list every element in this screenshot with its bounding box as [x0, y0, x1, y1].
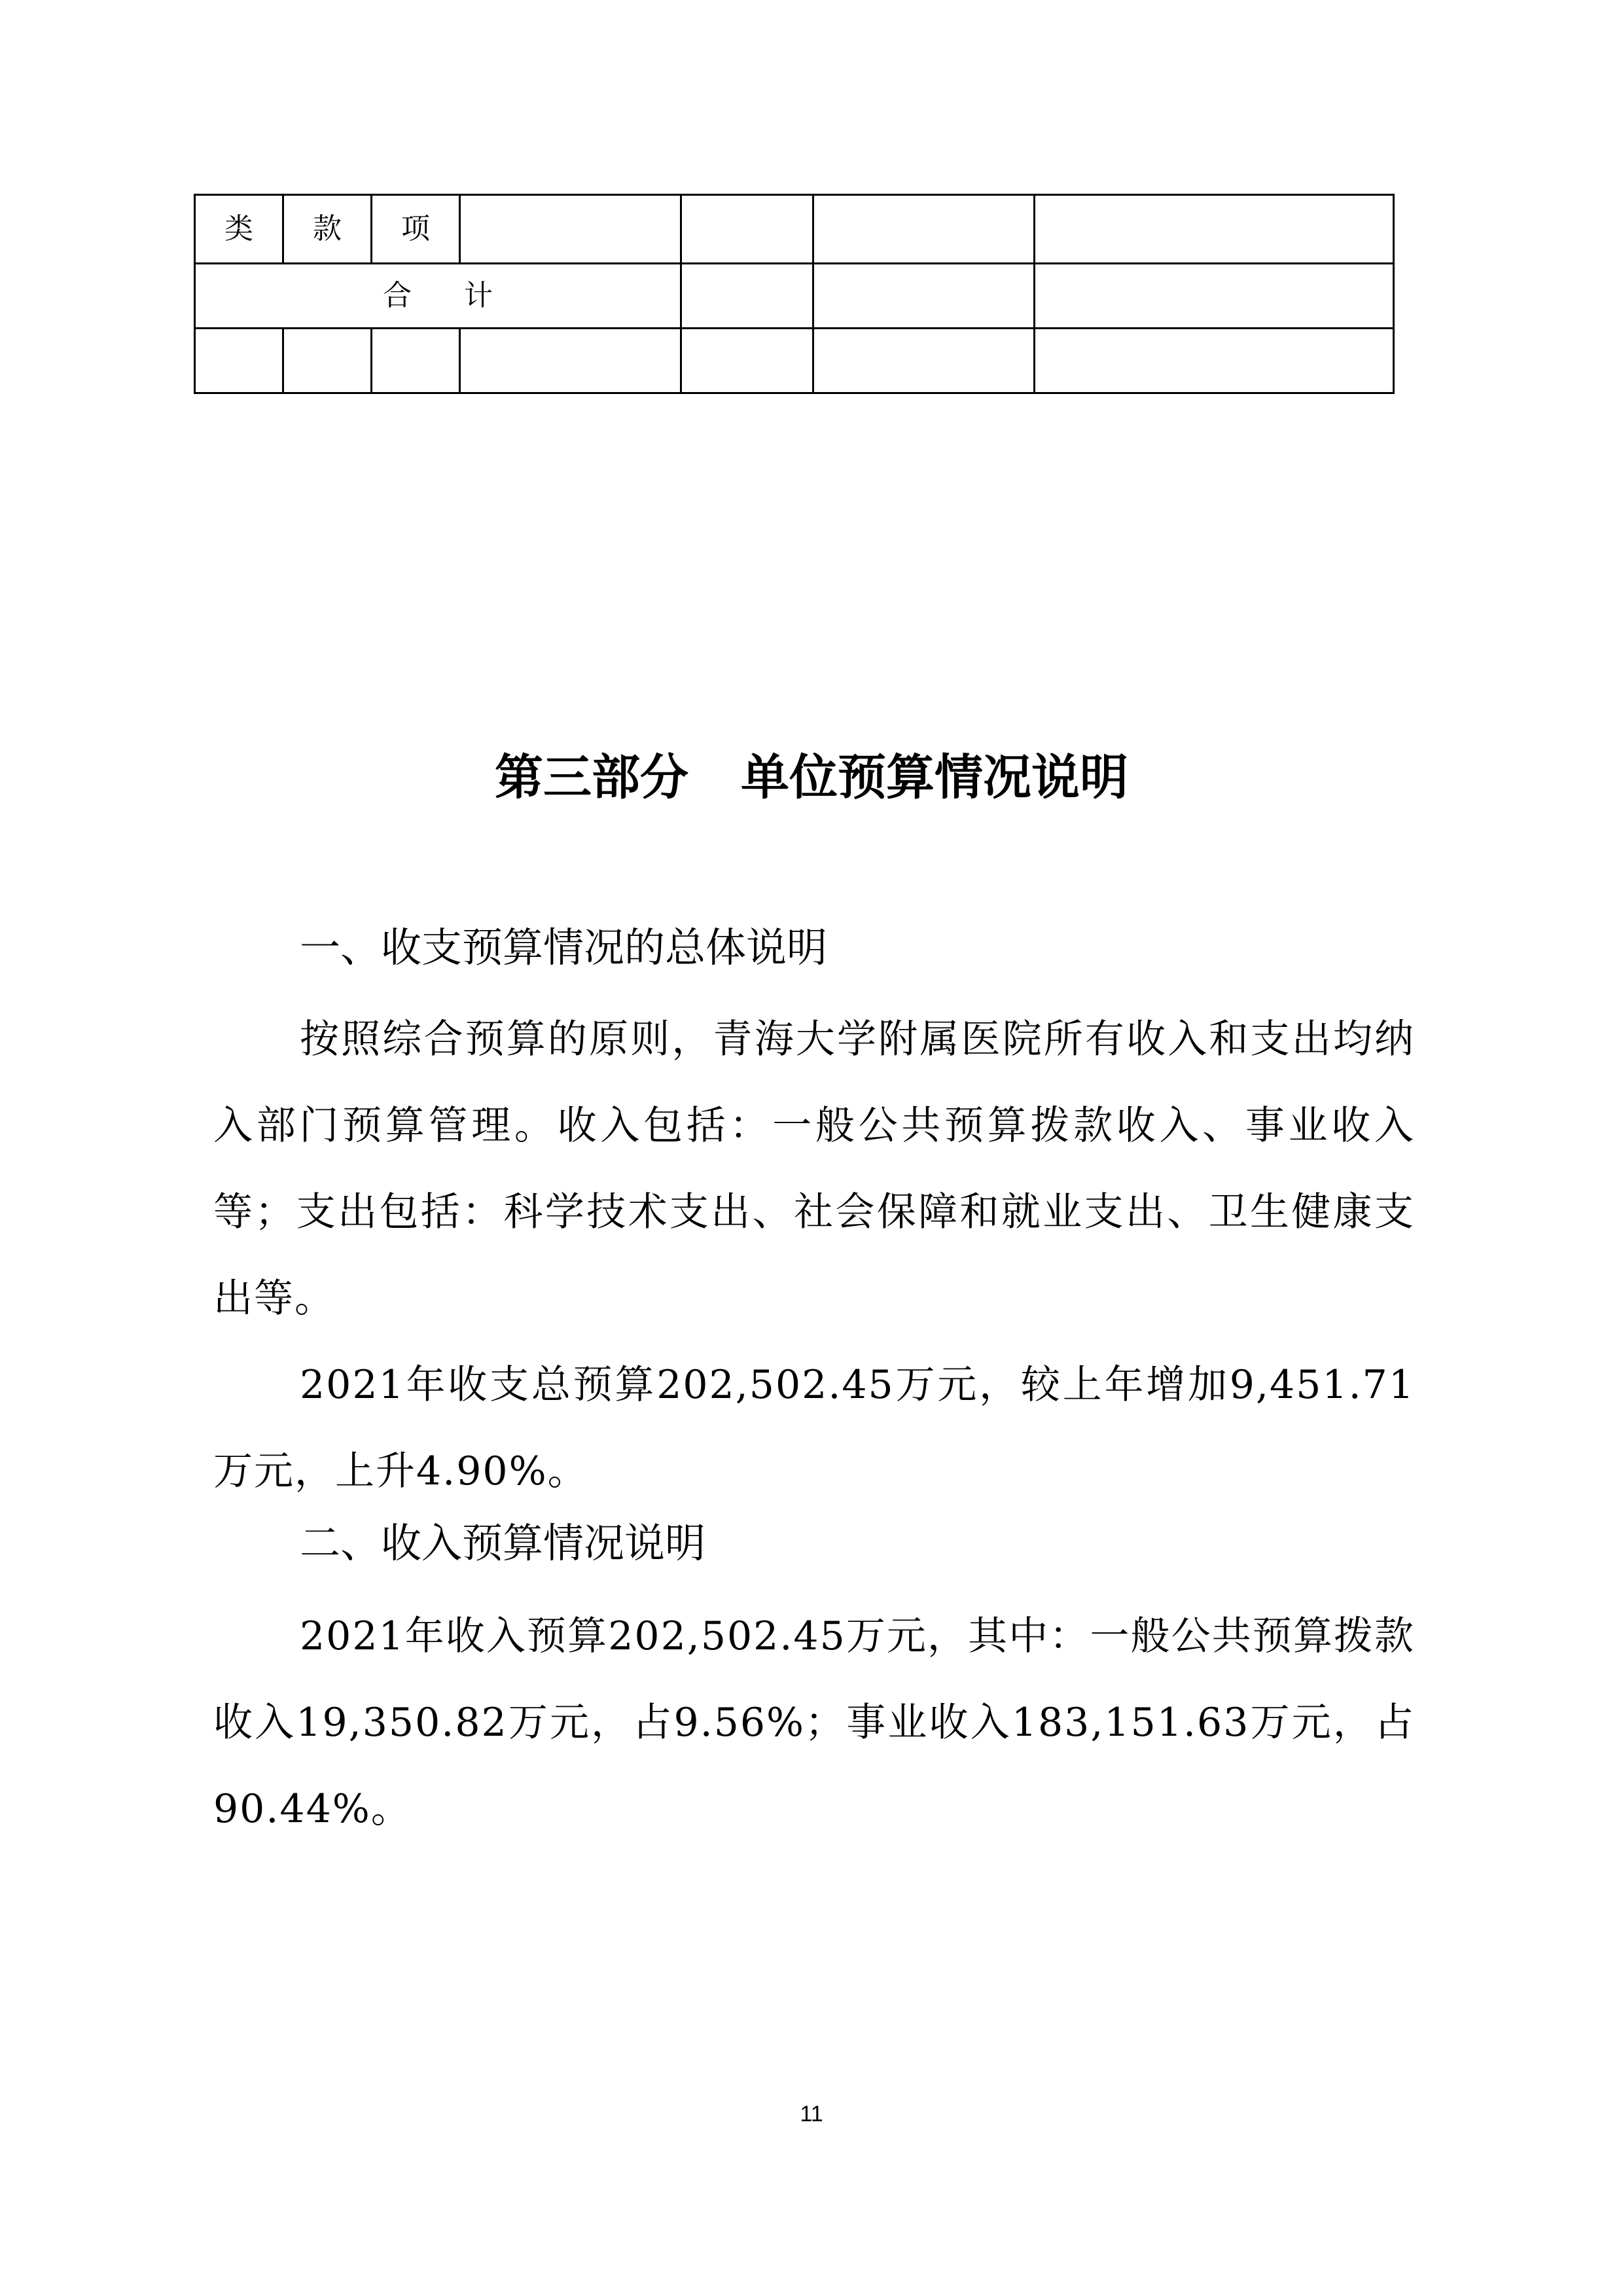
section-heading-2: 二、收入预算情况说明 [300, 1519, 706, 1567]
table-cell [1035, 329, 1394, 393]
page-number: 11 [800, 2102, 823, 2126]
section-heading-1: 一、收支预算情况的总体说明 [300, 924, 828, 971]
table-cell [1035, 195, 1394, 264]
section1-paragraph-2: 2021年收支总预算202,502.45万元，较上年增加9,451.71万元，上升4.90%。 [213, 1362, 1415, 1494]
section1-paragraph-1: 按照综合预算的原则，青海大学附属医院所有收入和支出均纳入部门预算管理。收入包括：一般公共预算拨款收入、事业收入等；支出包括：科学技术支出、社会保障和就业支出、卫生健康支出等。 [213, 1016, 1415, 1321]
section2-paragraph-1: 2021年收入预算202,502.45万元，其中：一般公共预算拨款收入19,350.82万元，占9.56%；事业收入183,151.63万元，占90.44%。 [213, 1613, 1415, 1832]
table-row [195, 264, 1394, 329]
table-row [195, 195, 1394, 264]
total-label-cell: 合计 [195, 264, 681, 329]
part-number: 第三部分 [495, 749, 688, 806]
header-cell-xiang: 项 [372, 195, 460, 264]
table-cell [681, 329, 813, 393]
table-cell [1035, 264, 1394, 329]
table-cell [813, 195, 1035, 264]
part-title [0, 745, 1623, 810]
budget-table [194, 194, 1395, 394]
table-cell [681, 195, 813, 264]
table-cell [283, 329, 372, 393]
table-cell [460, 329, 681, 393]
table-cell [195, 329, 283, 393]
part-title-text: 单位预算情况说明 [741, 749, 1128, 806]
table-cell [813, 264, 1035, 329]
table-cell [813, 329, 1035, 393]
header-cell-lei: 类 [195, 195, 283, 264]
table-cell [681, 264, 813, 329]
table-cell [372, 329, 460, 393]
table-row [195, 329, 1394, 393]
table-cell [460, 195, 681, 264]
header-cell-kuan: 款 [283, 195, 372, 264]
